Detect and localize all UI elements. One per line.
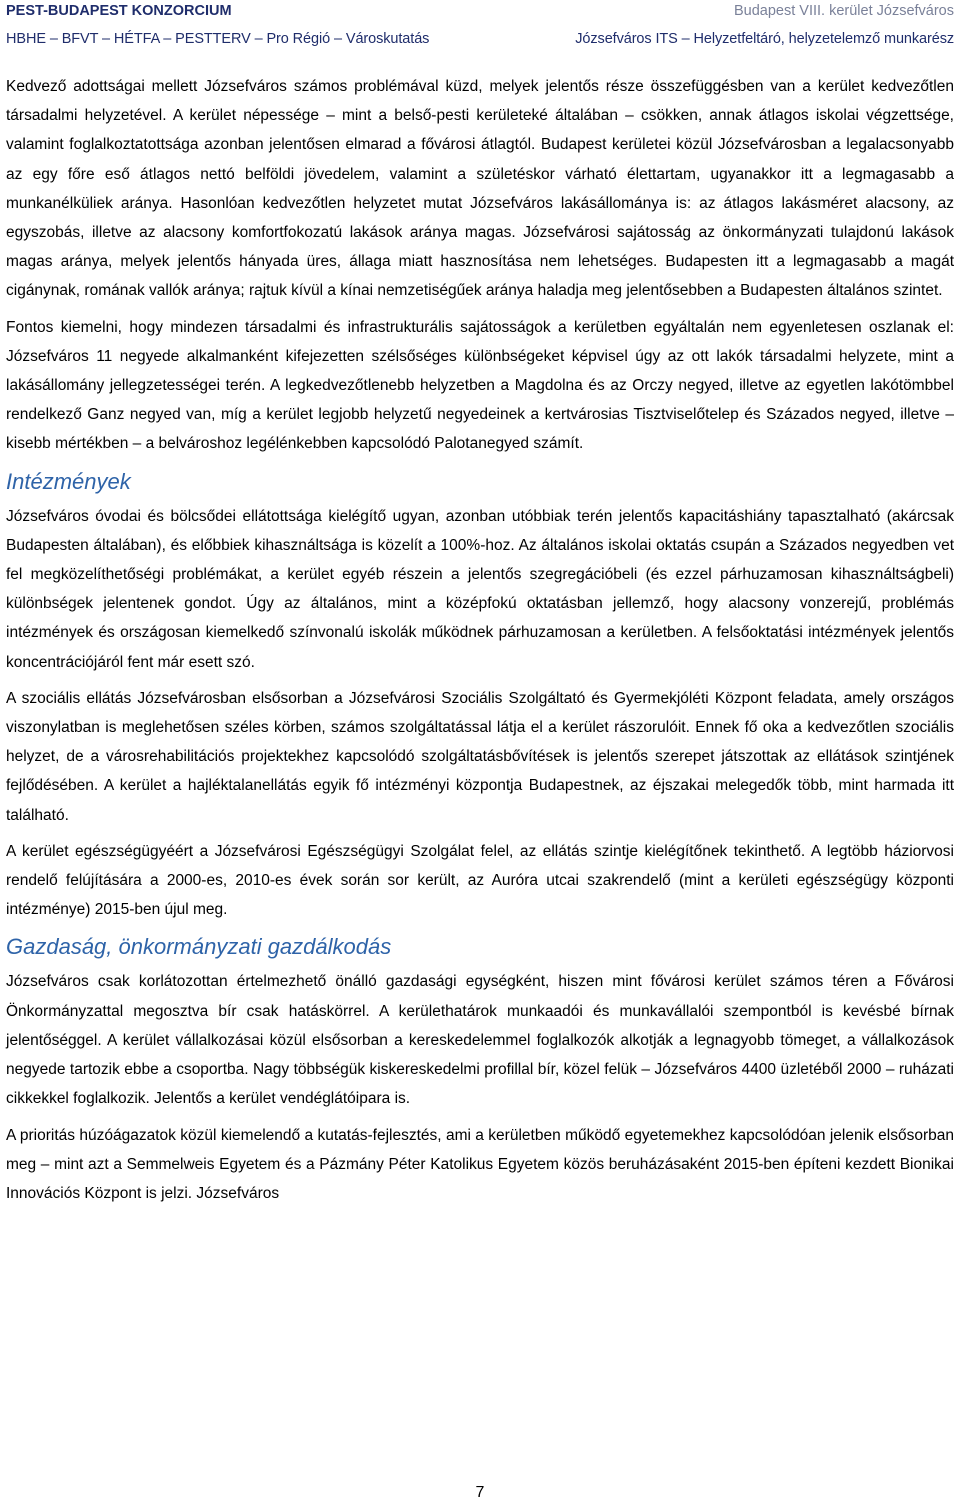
header-organization: PEST-BUDAPEST KONZORCIUM	[6, 2, 232, 19]
paragraph-neighbourhood-differences: Fontos kiemelni, hogy mindezen társadalmi és infrastrukturális sajátosságok a kerületben egyáltalán nem egyenletesen oszlanak el: Józsefváros 11 negyede alkalmanként kifejezetten szélsőséges különbségeket képvisel úgy az ott lakók társadalmi helyzete, mint a lakásállomány jellegzetességei terén. A legkedvezőtlenebb helyzetben a Magdolna és az Orczy negyed, illetve az egyetlen lakótömbbel rendelkező Ganz negyed van, míg a kerület legjobb helyzetű negyedeinek a kertvárosias Tisztviselőtelep és Százados negyed, illetve – kisebb mértékben – a belvároshoz legélénkebben kapcsolódó Palotanegyed számít.	[6, 318, 954, 453]
paragraph-economy: Józsefváros csak korlátozottan értelmezhető önálló gazdasági egységként, hiszen mint fővárosi kerület számos téren a Fővárosi Önkormányzattal megosztva bír csak hatáskörrel. A kerülethatárok munkaadói és munkavállalói szempontból is kevésbé bírnak jelentőséggel. A kerület vállalkozásai közül elsősorban a kereskedelemmel foglalkozók alkotják a legnagyobb tömeget, a vállalkozások negyede tartozik ebbe a csoportba. Nagy többségük kiskereskedelmi profillal bír, közel felük – Józsefváros 4400 üzletéből 2000 – ruházati cikkekkel foglalkozik. Jelentős a kerület vendéglátóipara is.	[6, 973, 954, 1108]
paragraph-social-care: A szociális ellátás Józsefvárosban elsősorban a Józsefvárosi Szociális Szolgáltató és Gyermekjóléti Központ feladata, amely országos viszonylatban is meglehetősen széles körben, számos szolgáltatással látja el a kerület rászorulóit. Ennek fő oka a kedvezőtlen szociális helyzet, de a városrehabilitációs projektekhez kapcsolódó szolgáltatásbővítések is jelentős szerepet játszottak az ellátások szintjének fejlődésében. A kerület a hajléktalanellátás egyik fő intézményi központja Budapestnek, az éjszakai melegedők több, mint harmada itt található.	[6, 689, 954, 824]
header-project: Józsefváros ITS – Helyzetfeltáró, helyzetelemző munkarész	[575, 30, 954, 47]
header-location: Budapest VIII. kerület Józsefváros	[733, 2, 954, 19]
header-members: HBHE – BFVT – HÉTFA – PESTTERV – Pro Régió – Városkutatás	[6, 30, 430, 47]
paragraph-education: Józsefváros óvodai és bölcsődei ellátottsága kielégítő ugyan, azonban utóbbiak terén jelentős kapacitáshiány tapasztalható (akárcsak Budapesten általában), és előbbiek kihasználtsága is közelít a 100%-hoz. Az általános iskolai oktatás csupán a Százados negyedben vet fel megközelíthetőségi problémákat, a kerület egyéb részein a jelentős szegregációbeli (és ezzel párhuzamosan kihasználtságbeli) különbségek jelentenek gondot. Úgy az általános, mint a középfokú oktatásban jellemző, hogy alacsony vonzerejű, problémás intézmények és országosan kiemelkedő színvonalú iskolák működnek párhuzamosan a kerületben. A felsőoktatási intézmények jelentős koncentrációjáról fent már esett szó.	[6, 507, 954, 671]
page-header	[0, 0, 960, 54]
paragraph-priority-sectors: A prioritás húzóágazatok közül kiemelendő a kutatás-fejlesztés, ami a kerületben működő egyetemekhez kapcsolódóan jelenik elsősorban meg – mint azt a Semmelweis Egyetem és a Pázmány Péter Katolikus Egyetem közös beruházásaként 2015-ben építeni kezdett Bionikai Innovációs Központ is jelzi. Józsefváros	[6, 1126, 954, 1202]
paragraph-social-situation: Kedvező adottságai mellett Józsefváros számos problémával küzd, melyek jelentős része összefüggésben van a kerület kedvezőtlen társadalmi helyzetével. A kerület népessége – mint a belső-pesti kerületeké általában – csökken, annak átlagos iskolai végzettsége, valamint foglalkoztatottsága azonban jelentősen elmarad a fővárosi átlagtól. Budapest kerületei közül Józsefvárosban a legalacsonyabb az egy főre eső átlagos nettó belföldi jövedelem, valamint a születéskor várható élettartam, ugyanakkor itt a legmagasabb a munkanélküliek aránya. Hasonlóan kedvezőtlen helyzetet mutat Józsefváros lakásállománya is: az átlagos lakásméret alacsony, az egyszobás, illetve az alacsony komfortfokozatú lakások aránya magas. Józsefvárosi sajátosság az önkormányzati tulajdonú lakások magas aránya, melyek jelentős hányada üres, állaga miatt hasznosítása nem lehetséges. Budapesten itt a legmagasabb a magát cigánynak, romának vallók aránya; rajtuk kívül a kínai nemzetiségűek aránya haladja meg jelentősebben a Budapesten általános szintet.	[6, 78, 954, 300]
heading-economy: Gazdaság, önkormányzati gazdálkodás	[6, 934, 392, 960]
paragraph-healthcare: A kerület egészségügyéért a Józsefvárosi Egészségügyi Szolgálat felel, az ellátás szintje kielégítőnek tekinthető. A legtöbb háziorvosi rendelő felújítására a 2000-es, 2010-es évek során sor került, az Auróra utcai szakrendelő (mint a kerületi egészségügy központi intézménye) 2015-ben újul meg.	[6, 842, 954, 919]
heading-institutions: Intézmények	[6, 468, 131, 494]
header-top-line	[0, 0, 960, 21]
header-bottom-line	[0, 28, 960, 49]
document-body	[6, 72, 954, 1215]
page-number: 7	[475, 1484, 485, 1501]
